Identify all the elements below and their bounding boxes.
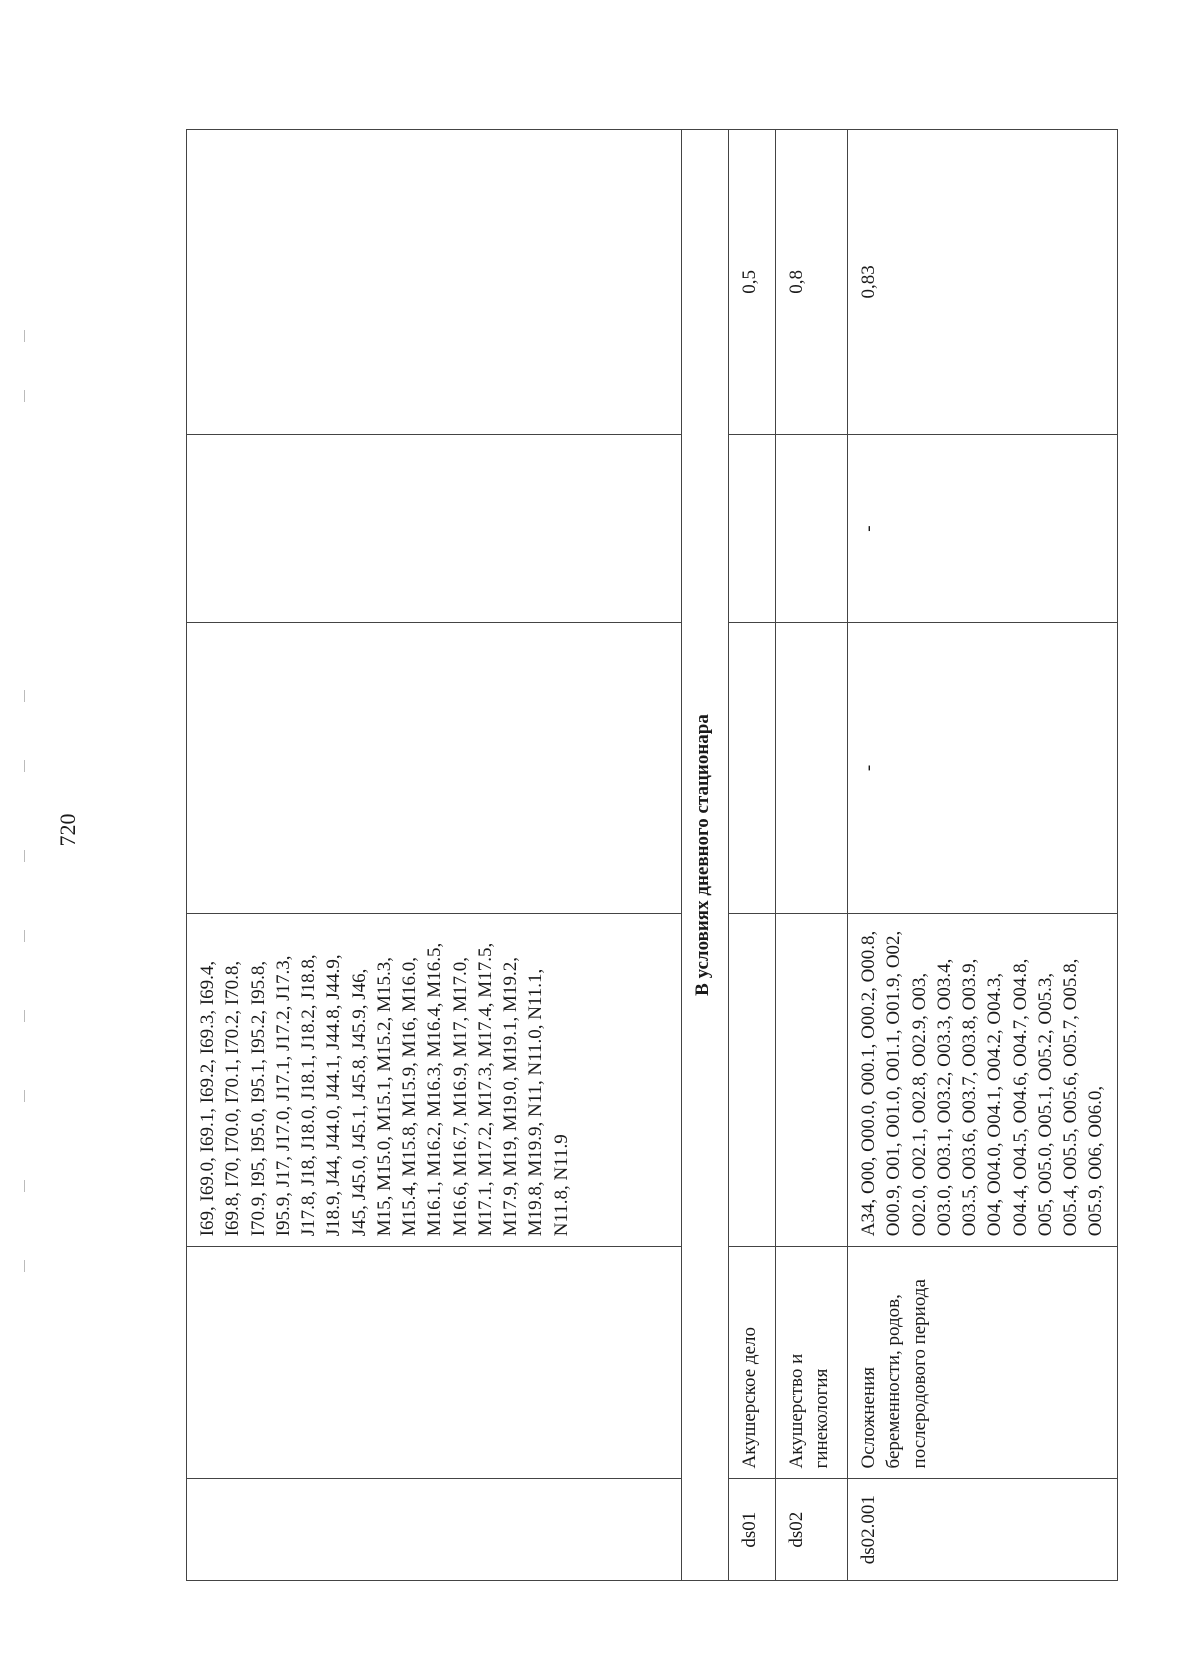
table-row-continuation: [187, 130, 682, 1581]
cell-col5: [776, 434, 848, 623]
rotated-table-container: [186, 129, 1107, 1581]
cell-code: ds02: [776, 1479, 848, 1581]
cell-col5: [187, 434, 682, 623]
cell-code: ds01: [729, 1479, 776, 1581]
cell-coefficient: 0,83: [848, 130, 1118, 435]
cell-name: Акушерство и гинекология: [776, 1247, 848, 1479]
cell-name: [187, 1247, 682, 1479]
cell-col4: [776, 623, 848, 913]
table-row: [729, 130, 776, 1581]
cell-col5: [729, 434, 776, 623]
table-row-section: [682, 130, 729, 1581]
page-number: 720: [55, 813, 80, 847]
cell-code: [187, 1479, 682, 1581]
cell-coefficient: 0,8: [776, 130, 848, 435]
cell-coefficient: 0,5: [729, 130, 776, 435]
table-row: [848, 130, 1118, 1581]
cell-code: ds02.001: [848, 1479, 1118, 1581]
section-title: В условиях дневного стационара: [682, 130, 729, 1581]
cell-name: Осложнения беременности, родов, послеродового периода: [848, 1247, 1118, 1479]
cell-name: Акушерское дело: [729, 1247, 776, 1479]
cell-col4: [187, 623, 682, 913]
cell-diagnosis-codes: [776, 913, 848, 1247]
table-row: [776, 130, 848, 1581]
cell-diagnosis-codes: I69, I69.0, I69.1, I69.2, I69.3, I69.4, I69.8, I70, I70.0, I70.1, I70.2, I70.8, I70.9, I95, I95.0, I95.1, I95.2, I95.8, I95.9, J17, J17.0, J17.1, J17.2, J17.3, J17.8, J18, J18.0, J18.1, J18.2, J18.8, J18.9, J44, J44.0, J44.1, J44.8, J44.9, J45, J45.0, J45.1, J45.8, J45.9, J46, M15, M15.0, M15.1, M15.2, M15.3, M15.4, M15.8, M15.9, M16, M16.0, M16.1, M16.2, M16.3, M16.4, M16.5, M16.6, M16.7, M16.9, M17, M17.0, M17.1, M17.2, M17.3, M17.4, M17.5, M17.9, M19, M19.0, M19.1, M19.2, M19.8, M19.9, N11, N11.0, N11.1, N11.8, N11.9: [187, 913, 682, 1247]
cell-col4: [729, 623, 776, 913]
tariff-table: [186, 129, 1118, 1581]
cell-col5: -: [848, 434, 1118, 623]
scan-margin-marks: [24, 330, 26, 1330]
cell-diagnosis-codes: [729, 913, 776, 1247]
cell-diagnosis-codes: A34, O00, O00.0, O00.1, O00.2, O00.8, O00.9, O01, O01.0, O01.1, O01.9, O02, O02.0, O02.1, O02.8, O02.9, O03, O03.0, O03.1, O03.2, O03.3, O03.4, O03.5, O03.6, O03.7, O03.8, O03.9, O04, O04.0, O04.1, O04.2, O04.3, O04.4, O04.5, O04.6, O04.7, O04.8, O05, O05.0, O05.1, O05.2, O05.3, O05.4, O05.5, O05.6, O05.7, O05.8, O05.9, O06, O06.0,: [848, 913, 1118, 1247]
cell-col4: -: [848, 623, 1118, 913]
cell-coefficient: [187, 130, 682, 435]
